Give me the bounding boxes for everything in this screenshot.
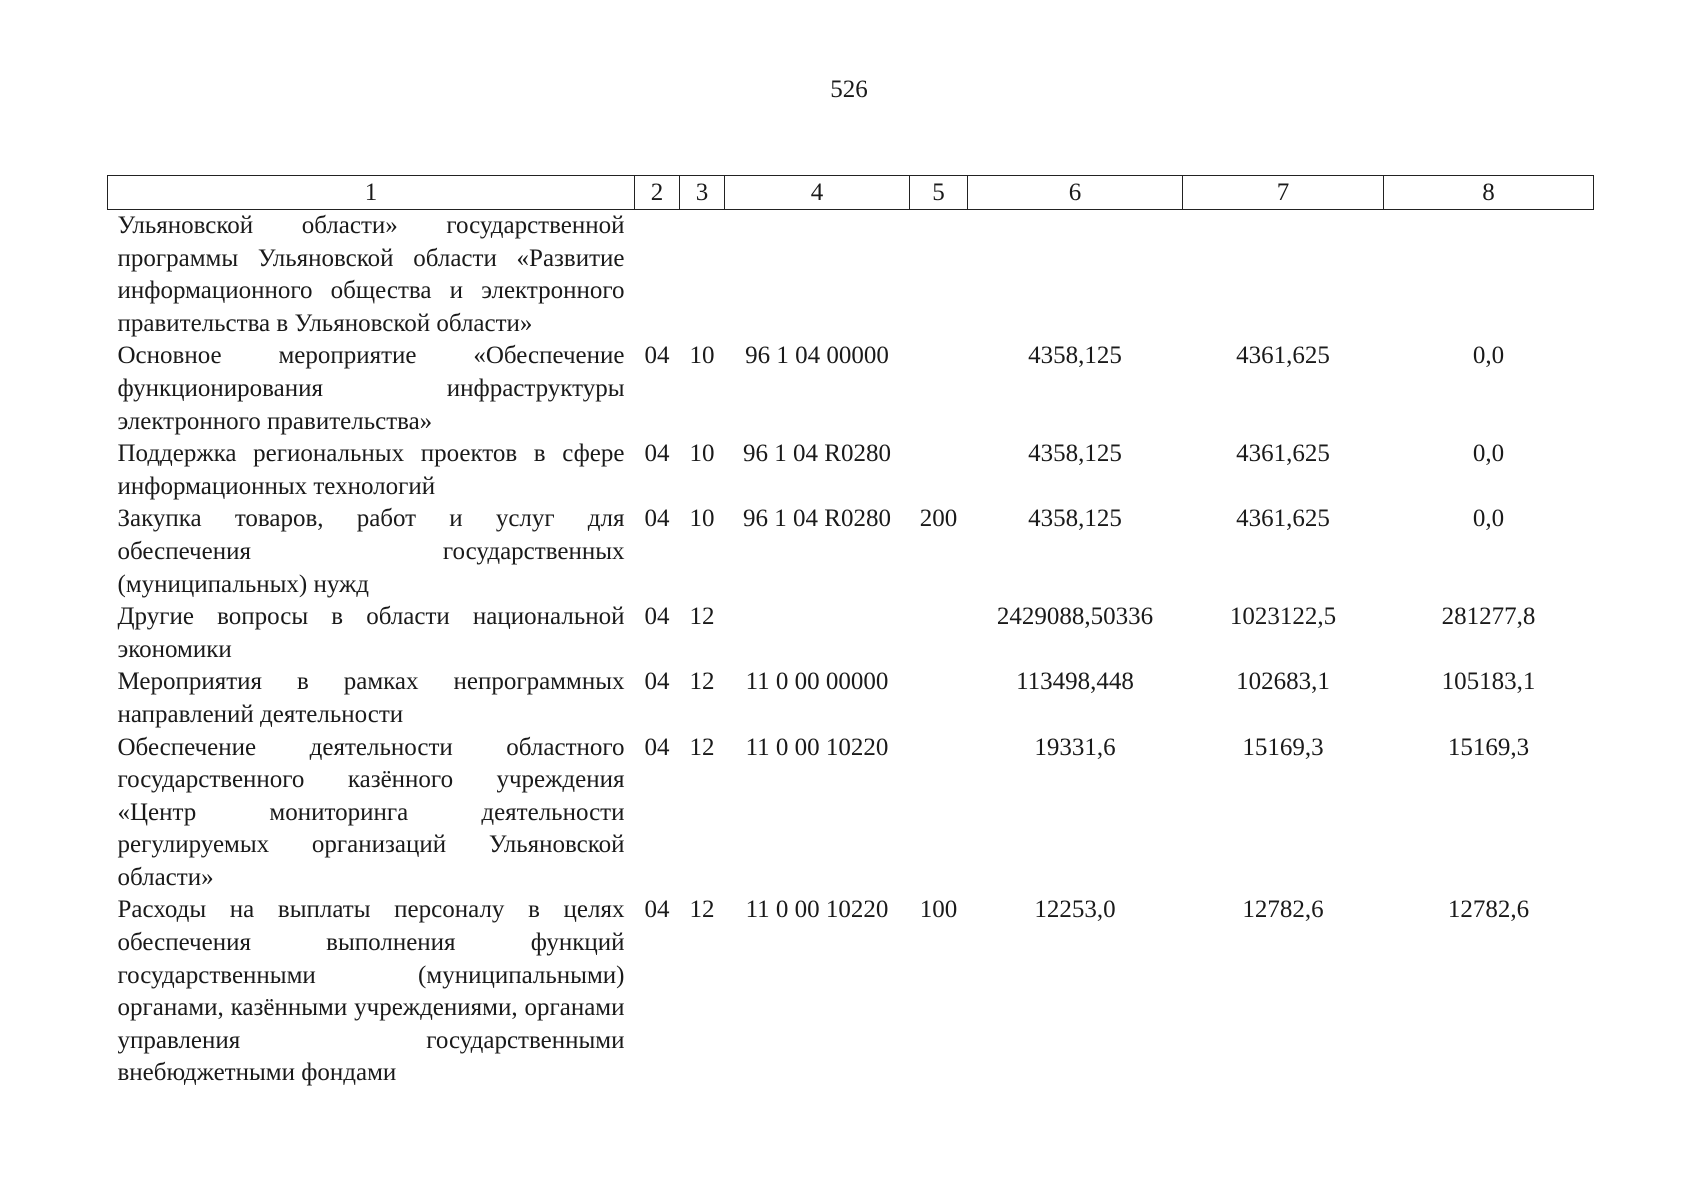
table-row — [108, 503, 1594, 601]
row-amount-6: 4358,125 — [1028, 505, 1122, 533]
row-amount-8: 281277,8 — [1441, 603, 1536, 631]
row-subsection: 12 — [689, 896, 715, 924]
row-section: 04 — [644, 342, 670, 370]
row-expense-type — [910, 340, 968, 438]
table-row — [108, 340, 1594, 438]
row-section — [635, 210, 680, 341]
row-section: 04 — [644, 603, 670, 631]
row-expense-type: 100 — [919, 896, 958, 924]
row-subsection: 12 — [689, 668, 715, 696]
row-amount-8: 0,0 — [1472, 342, 1505, 370]
row-amount-7: 4361,625 — [1236, 342, 1330, 370]
row-target-code — [725, 601, 910, 666]
header-col-4: 4 — [725, 176, 910, 210]
row-name: Другие вопросы в области национальной экономики — [117, 603, 625, 663]
row-target-code: 11 0 00 00000 — [745, 668, 889, 696]
row-target-code: 96 1 04 00000 — [745, 342, 889, 370]
row-target-code — [725, 210, 910, 341]
row-name: Основное мероприятие «Обеспечение функционирования инфраструктуры электронного правительства» — [117, 342, 625, 435]
row-amount-6: 12253,0 — [1034, 896, 1116, 924]
header-col-7: 7 — [1183, 176, 1384, 210]
table-row — [108, 666, 1594, 731]
row-name: Поддержка региональных проектов в сфере информационных технологий — [117, 440, 625, 500]
row-target-code: 11 0 00 10220 — [745, 733, 889, 761]
page-number: 526 — [830, 76, 868, 103]
row-section: 04 — [644, 440, 670, 468]
row-amount-7: 15169,3 — [1242, 733, 1324, 761]
row-subsection: 10 — [689, 440, 715, 468]
table-row — [108, 894, 1594, 1090]
row-name: Ульяновской области» государственной программы Ульяновской области «Развитие информационного общества и электронного правительства в Ульяновской области» — [117, 212, 625, 337]
row-amount-8: 105183,1 — [1441, 668, 1536, 696]
row-expense-type: 200 — [919, 505, 958, 533]
table-row — [108, 210, 1594, 341]
row-name: Закупка товаров, работ и услуг для обеспечения государственных (муниципальных) нужд — [117, 505, 625, 598]
row-name: Расходы на выплаты персоналу в целях обеспечения выполнения функций государственными (муниципальными) органами, казёнными учреждениями, органами управления государственными внебюджетными фондами — [117, 896, 625, 1087]
row-target-code: 96 1 04 R0280 — [743, 505, 891, 533]
row-amount-7: 1023122,5 — [1229, 603, 1337, 631]
row-amount-7: 102683,1 — [1236, 668, 1330, 696]
row-amount-6: 19331,6 — [1034, 733, 1116, 761]
row-amount-8: 15169,3 — [1447, 733, 1530, 761]
row-amount-6: 4358,125 — [1028, 440, 1122, 468]
row-subsection: 10 — [689, 505, 715, 533]
row-section: 04 — [644, 896, 670, 924]
row-subsection: 12 — [689, 733, 715, 761]
row-section: 04 — [644, 733, 670, 761]
row-amount-6: 2429088,50336 — [996, 603, 1154, 631]
row-amount-7 — [1183, 210, 1384, 341]
row-amount-8: 0,0 — [1472, 505, 1505, 533]
table-row — [108, 438, 1594, 503]
header-col-2: 2 — [635, 176, 680, 210]
row-amount-6: 4358,125 — [1028, 342, 1122, 370]
row-subsection: 12 — [689, 603, 715, 631]
header-col-5: 5 — [910, 176, 968, 210]
table-row — [108, 601, 1594, 666]
table-row — [108, 732, 1594, 895]
row-expense-type — [910, 210, 968, 341]
row-expense-type — [910, 732, 968, 895]
row-amount-7: 4361,625 — [1236, 440, 1330, 468]
table-header — [108, 176, 1594, 210]
row-name: Мероприятия в рамках непрограммных направлений деятельности — [117, 668, 625, 728]
row-expense-type — [910, 438, 968, 503]
row-target-code: 96 1 04 R0280 — [743, 440, 891, 468]
row-amount-6 — [968, 210, 1183, 341]
row-amount-7: 4361,625 — [1236, 505, 1330, 533]
budget-table — [107, 175, 1593, 1090]
header-col-6: 6 — [968, 176, 1183, 210]
row-amount-8 — [1384, 210, 1594, 341]
row-subsection — [680, 210, 725, 341]
row-name: Обеспечение деятельности областного государственного казённого учреждения «Центр мониторинга деятельности регулируемых организаций Ульяновской области» — [117, 733, 625, 891]
row-section: 04 — [644, 505, 670, 533]
row-amount-6: 113498,448 — [1016, 668, 1134, 696]
row-expense-type — [910, 666, 968, 731]
row-amount-7: 12782,6 — [1242, 896, 1324, 924]
row-expense-type — [910, 601, 968, 666]
header-col-1: 1 — [108, 176, 635, 210]
row-section: 04 — [644, 668, 670, 696]
row-amount-8: 12782,6 — [1447, 896, 1530, 924]
row-amount-8: 0,0 — [1472, 440, 1505, 468]
table-body — [108, 210, 1594, 1091]
row-subsection: 10 — [689, 342, 715, 370]
row-target-code: 11 0 00 10220 — [745, 896, 889, 924]
header-col-8: 8 — [1384, 176, 1594, 210]
header-col-3: 3 — [680, 176, 725, 210]
